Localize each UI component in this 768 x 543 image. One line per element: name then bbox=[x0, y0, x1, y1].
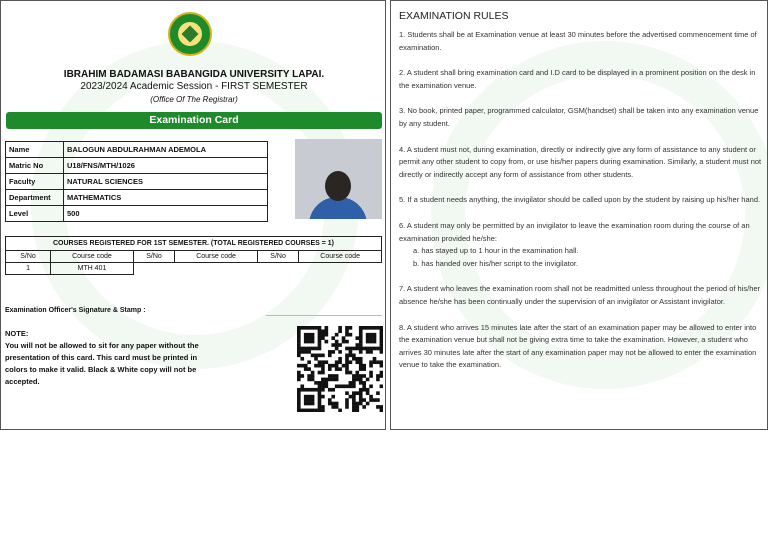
faculty-label: Faculty bbox=[6, 174, 64, 190]
university-name: IBRAHIM BADAMASI BABANGIDA UNIVERSITY LAPAI. bbox=[63, 69, 325, 80]
col-sno: S/No bbox=[133, 251, 174, 263]
matric-label: Matric No bbox=[6, 158, 64, 174]
rule-5: 5. If a student needs anything, the invigilator should be called upon by the student by raising up his/her hand. bbox=[399, 195, 761, 205]
col-code: Course code bbox=[51, 251, 134, 263]
student-info-table bbox=[5, 141, 268, 222]
rule-6-text: 6. A student may only be permitted by an invigilator to leave the examination room during the course of an examination provided he/she: bbox=[399, 220, 750, 243]
col-code: Course code bbox=[299, 251, 382, 263]
department-value: MATHEMATICS bbox=[64, 190, 268, 206]
academic-session: 2023/2024 Academic Session - FIRST SEMESTER bbox=[80, 81, 308, 92]
col-code: Course code bbox=[175, 251, 258, 263]
signature-line bbox=[266, 315, 382, 316]
rule-7: 7. A student who leaves the examination room shall not be readmitted unless throughout the period of his/her absence he/she has been continually under the supervision of an invigilator or Assistant invigilator. bbox=[399, 284, 761, 306]
col-sno: S/No bbox=[257, 251, 298, 263]
courses-table bbox=[5, 236, 382, 275]
table-row bbox=[6, 263, 382, 275]
card-title-bar: Examination Card bbox=[6, 112, 382, 129]
rule-6 bbox=[399, 220, 763, 270]
col-sno: S/No bbox=[6, 251, 51, 263]
university-logo bbox=[168, 12, 212, 56]
rule-6b: b. has handed over his/her script to the invigilator. bbox=[413, 258, 579, 268]
rule-4: 4. A student must not, during examination, directly or indirectly give any form of assistance to any student or permit any other student to copy from, or use his/her papers during examination. Similarly, a student must not directly or indirectly accept any form of assistance from other students. bbox=[399, 144, 762, 179]
matric-value: U18/FNS/MTH/1026 bbox=[64, 158, 268, 174]
name-label: Name bbox=[6, 142, 64, 158]
qr-code bbox=[297, 326, 383, 412]
exam-rules-panel bbox=[390, 0, 768, 430]
rule-6a: a. has stayed up to 1 hour in the examination hall. bbox=[413, 246, 579, 256]
department-label: Department bbox=[6, 190, 64, 206]
exam-card-panel bbox=[0, 0, 386, 430]
course-code: MTH 401 bbox=[51, 263, 134, 275]
rules-list bbox=[399, 29, 763, 385]
registrar-office: (Office Of The Registrar) bbox=[150, 95, 238, 104]
rule-2: 2. A student shall bring examination card and I.D card to be displayed in a prominent position on the desk in the examination venue. bbox=[399, 68, 756, 90]
note-text: You will not be allowed to sit for any paper without the presentation of this card. This card must be printed in colors to make it valid. Black & White copy will not be accepted. bbox=[5, 341, 199, 386]
course-sno: 1 bbox=[6, 263, 51, 275]
level-label: Level bbox=[6, 206, 64, 222]
note bbox=[5, 328, 215, 388]
level-value: 500 bbox=[64, 206, 268, 222]
rules-title: EXAMINATION RULES bbox=[399, 10, 509, 22]
rule-3: 3. No book, printed paper, programmed calculator, GSM(handset) shall be taken into any examination venue by any student. bbox=[399, 106, 759, 128]
signature-label: Examination Officer's Signature & Stamp : bbox=[5, 307, 146, 314]
note-label: NOTE: bbox=[5, 329, 29, 338]
student-photo bbox=[295, 139, 382, 219]
faculty-value: NATURAL SCIENCES bbox=[64, 174, 268, 190]
rule-1: 1. Students shall be at Examination venue at least 30 minutes before the advertised commencement time of examination. bbox=[399, 30, 757, 52]
courses-heading: COURSES REGISTERED FOR 1ST SEMESTER. (TOTAL REGISTERED COURSES = 1) bbox=[6, 237, 382, 251]
name-value: BALOGUN ABDULRAHMAN ADEMOLA bbox=[64, 142, 268, 158]
rule-8: 8. A student who arrives 15 minutes late after the start of an examination paper may be allowed to enter into the examination venue but shall not be giving extra time to take the examination. However, a student who arrives 30 minutes late after the start of any examination paper may not be allowed to enter the examination venue to take the examination. bbox=[399, 322, 757, 370]
